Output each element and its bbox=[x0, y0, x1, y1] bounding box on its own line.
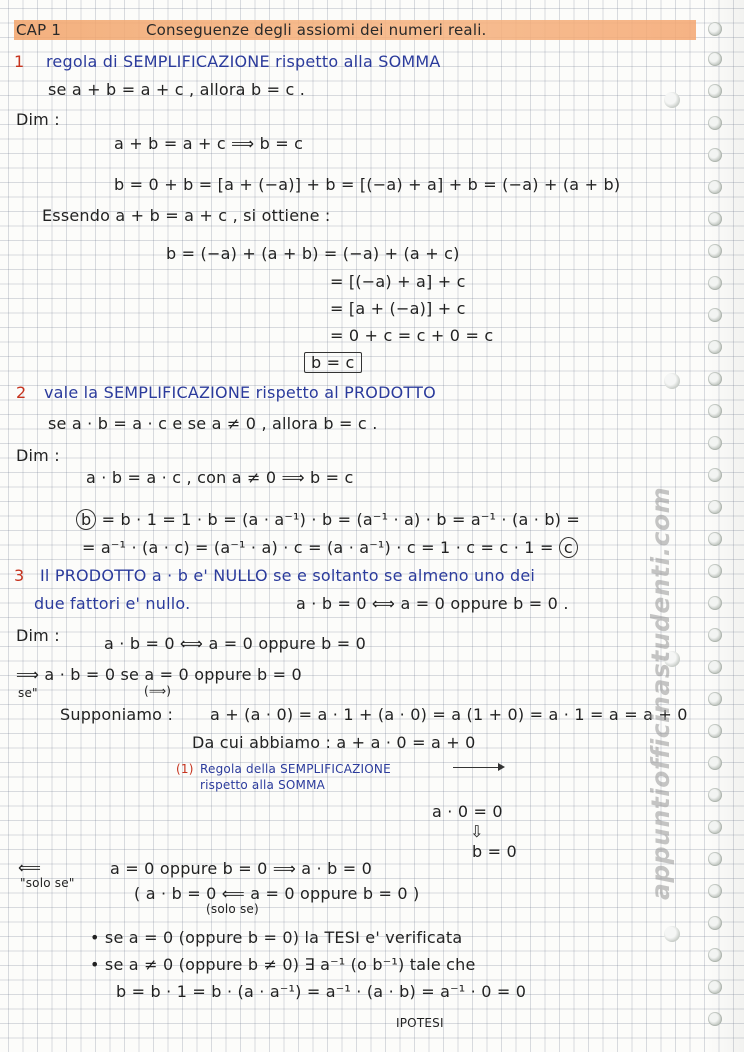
watermark: appuntiofficinastudenti.com bbox=[646, 486, 675, 900]
rule3-ipotesi-label: IPOTESI bbox=[396, 1016, 444, 1030]
rule3-line7-arrow: ⟸ bbox=[18, 858, 42, 877]
circled-c: c bbox=[559, 537, 578, 558]
rule3-dim-label: Dim : bbox=[16, 626, 60, 645]
ring-hole-middle bbox=[664, 373, 680, 389]
rule2-line2-wrap bbox=[76, 509, 580, 530]
ring-hole-bottom bbox=[664, 926, 680, 942]
rule3-line5: a · 0 = 0 bbox=[432, 802, 503, 821]
rule2-statement: se a · b = a · c e se a ≠ 0 , allora b = c . bbox=[48, 414, 378, 433]
rule3-solo-se-label: "solo se" bbox=[20, 876, 75, 890]
rule1-number: 1 bbox=[14, 52, 25, 71]
rule2-line3-wrap bbox=[82, 537, 578, 558]
rule2-line1: a · b = a · c , con a ≠ 0 ⟹ b = c bbox=[86, 468, 354, 487]
rule3-title: Il PRODOTTO a · b e' NULLO se e soltanto se almeno uno dei bbox=[40, 566, 536, 585]
rule3-suppose-label: Supponiamo : bbox=[60, 705, 174, 724]
rule3-title2-math: a · b = 0 ⟺ a = 0 oppure b = 0 . bbox=[296, 594, 569, 613]
rule3-number: 3 bbox=[14, 566, 25, 585]
down-arrow-icon: ⇩ bbox=[470, 822, 484, 841]
rule1-title: regola di SEMPLIFICAZIONE rispetto alla SOMMA bbox=[46, 52, 441, 71]
rule1-statement: se a + b = a + c , allora b = c . bbox=[48, 80, 306, 99]
rule1-line3: Essendo a + b = a + c , si ottiene : bbox=[42, 206, 331, 225]
rule2-title: vale la SEMPLIFICAZIONE rispetto al PRODOTTO bbox=[44, 383, 436, 402]
rule3-bullet2: • se a ≠ 0 (oppure b ≠ 0) ∃ a⁻¹ (o b⁻¹) tale che bbox=[90, 955, 476, 974]
rule3-se-label: se" bbox=[18, 686, 38, 700]
rule3-line8: ( a · b = 0 ⟸ a = 0 oppure b = 0 ) bbox=[134, 884, 420, 903]
rule1-result-box: b = c bbox=[304, 352, 362, 373]
rule3-bullet1: • se a = 0 (oppure b = 0) la TESI e' verificata bbox=[90, 928, 463, 947]
rule3-note: Regola della SEMPLIFICAZIONE bbox=[200, 762, 391, 776]
rule1-line1: a + b = a + c ⟹ b = c bbox=[114, 134, 304, 153]
note-arrow bbox=[453, 767, 503, 768]
rule3-note2: rispetto alla SOMMA bbox=[200, 778, 326, 792]
rule2-line2: = b · 1 = 1 · b = (a · a⁻¹) · b = (a⁻¹ · a) · b = a⁻¹ · (a · b) = bbox=[96, 510, 581, 529]
rule1-line4: b = (−a) + (a + b) = (−a) + (a + c) bbox=[166, 244, 460, 263]
rule3-line7: a = 0 oppure b = 0 ⟹ a · b = 0 bbox=[110, 859, 373, 878]
ring-hole-top bbox=[664, 92, 680, 108]
rule1-line7: = 0 + c = c + 0 = c bbox=[330, 326, 494, 345]
rule2-dim-label: Dim : bbox=[16, 446, 60, 465]
rule2-line3: = a⁻¹ · (a · c) = (a⁻¹ · a) · c = (a · a⁻¹) · c = 1 · c = c · 1 = bbox=[82, 538, 554, 557]
rule3-line9: b = b · 1 = b · (a · a⁻¹) = a⁻¹ · (a · b) = a⁻¹ · 0 = 0 bbox=[116, 982, 527, 1001]
rule3-line6: b = 0 bbox=[472, 842, 517, 861]
rule1-line6: = [a + (−a)] + c bbox=[330, 299, 466, 318]
binder-holes bbox=[708, 22, 728, 1042]
rule3-line3: a + (a · 0) = a · 1 + (a · 0) = a (1 + 0) = a · 1 = a = a + 0 bbox=[210, 705, 688, 724]
rule3-line2: ⟹ a · b = 0 se a = 0 oppure b = 0 bbox=[16, 665, 302, 684]
chapter-label: CAP 1 bbox=[16, 21, 62, 39]
rule2-number: 2 bbox=[16, 383, 27, 402]
rule1-dim-label: Dim : bbox=[16, 110, 60, 129]
rule3-note-number: (1) bbox=[176, 762, 194, 776]
circled-b: b bbox=[76, 509, 96, 530]
rule3-line8-sub: (solo se) bbox=[206, 902, 259, 916]
rule1-line2: b = 0 + b = [a + (−a)] + b = [(−a) + a] + b = (−a) + (a + b) bbox=[114, 175, 621, 194]
rule3-line2-sub: (⟹) bbox=[144, 684, 172, 698]
page-title: Conseguenze degli assiomi dei numeri reali. bbox=[146, 21, 487, 39]
rule3-title2: due fattori e' nullo. bbox=[34, 594, 191, 613]
rule3-line4: Da cui abbiamo : a + a · 0 = a + 0 bbox=[192, 733, 476, 752]
rule1-line5: = [(−a) + a] + c bbox=[330, 272, 466, 291]
rule3-line1: a · b = 0 ⟺ a = 0 oppure b = 0 bbox=[104, 634, 367, 653]
